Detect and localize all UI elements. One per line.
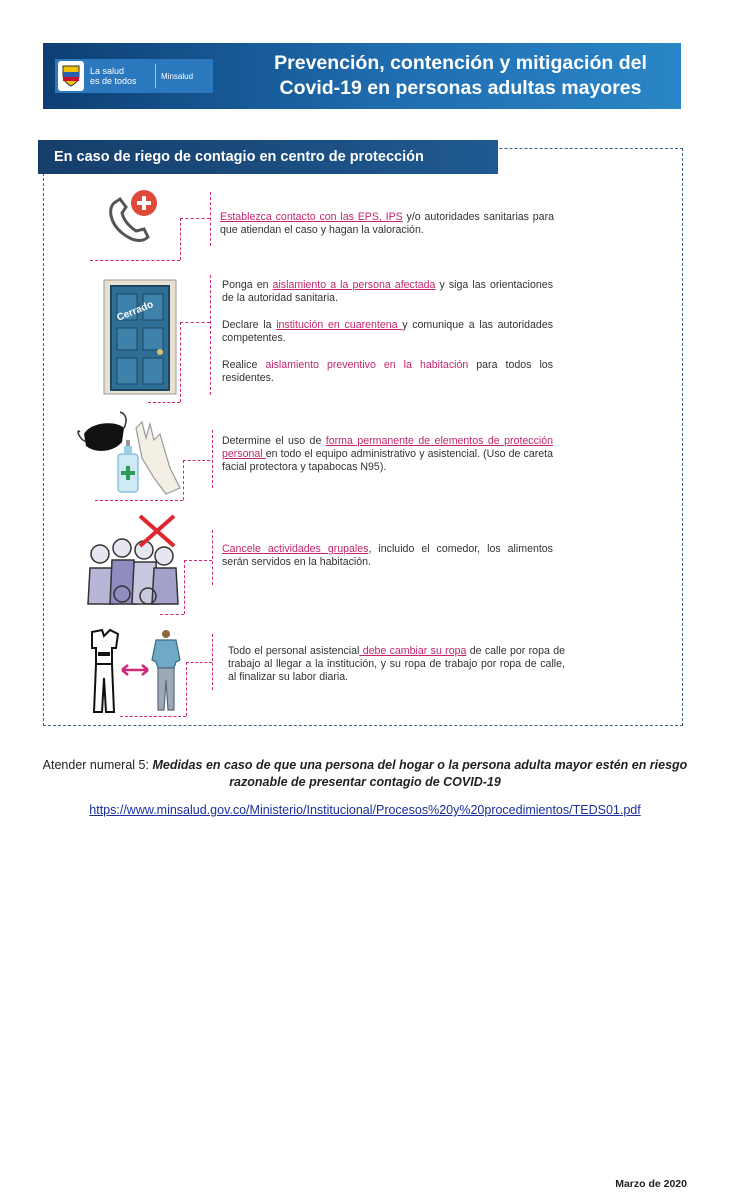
- logo-ministry: Minsalud: [161, 71, 194, 81]
- mask-gloves-sanitizer-icon: [76, 408, 184, 498]
- isolation-p2: Declare la institución en cuarentena y comunique a las autoridades competentes.: [222, 319, 554, 344]
- connector-line: [212, 530, 213, 585]
- quarantine-highlight: institución en cuarentena: [276, 319, 403, 331]
- isolation-text: [222, 279, 553, 385]
- reference-title: Medidas en caso de que una persona del hogar o la persona adulta mayor estén en riesgo razonable de presentar contagio de COVID-19: [152, 758, 688, 789]
- ppe-text: Determine el uso de forma permanente de elementos de protección personal en todo el equipo administrativo y asistencial. (Uso de careta facial protectora y tapabocas N95).: [222, 435, 554, 473]
- connector-line: [120, 716, 186, 717]
- ppe-highlight: forma permanente de elementos de protección personal: [222, 435, 554, 460]
- connector-line: [90, 260, 180, 261]
- logo-line2: es de todos: [90, 76, 137, 86]
- connector-line: [184, 560, 212, 561]
- reference-link[interactable]: https://www.minsalud.gov.co/Ministerio/Institucional/Procesos%20y%20procedimientos/TEDS01.pdf: [89, 803, 641, 817]
- reference-note: [40, 757, 690, 791]
- connector-line: [212, 634, 213, 690]
- title-line1: Prevención, contención y mitigación del: [274, 52, 647, 74]
- connector-line: [184, 560, 185, 614]
- section-title: En caso de riego de contagio en centro de protección: [38, 140, 498, 174]
- door-label: Cerrado: [115, 299, 156, 324]
- contact-text: [220, 211, 554, 237]
- connector-line: [148, 402, 180, 403]
- minsalud-logo: [55, 59, 213, 93]
- isolation-highlight: aislamiento a la persona afectada: [272, 279, 436, 291]
- preventive-highlight: aislamiento preventivo en la habitación: [265, 359, 469, 371]
- groups-text: Cancele actividades grupales, incluido el comedor, los alimentos serán servidos en la habitación.: [222, 543, 553, 568]
- page-title: [248, 51, 673, 101]
- crowd-cancel-icon: [82, 514, 182, 610]
- phone-icon: [100, 185, 165, 247]
- groups-highlight: Cancele actividades grupales: [222, 543, 369, 555]
- contact-highlight: Establezca contacto con las EPS, IPS: [220, 211, 403, 223]
- header-banner: [43, 43, 681, 109]
- connector-line: [186, 662, 187, 716]
- connector-line: [180, 322, 181, 402]
- connector-line: [95, 500, 183, 501]
- clothes-text: Todo el personal asistencial debe cambiar su ropa de calle por ropa de trabajo al llegar a la institución, y su ropa de trabajo por ropa de calle, al finalizar su labor diaria.: [228, 645, 565, 683]
- connector-line: [180, 218, 210, 219]
- clothes-highlight: debe cambiar su ropa: [359, 645, 467, 657]
- connector-line: [180, 322, 210, 323]
- connector-line: [210, 192, 211, 246]
- connector-line: [186, 662, 212, 663]
- connector-line: [183, 460, 184, 500]
- change-clothes-icon: [86, 628, 186, 714]
- connector-line: [212, 430, 213, 488]
- connector-line: [180, 218, 181, 260]
- logo-separator: [155, 64, 156, 88]
- connector-line: [210, 275, 211, 395]
- connector-line: [183, 460, 210, 461]
- logo-line1: La salud: [90, 66, 125, 76]
- footer-date: Marzo de 2020: [615, 1178, 687, 1190]
- contact-rest: y/o autoridades sanitarias para que atiendan el caso y hagan la valoración.: [220, 211, 554, 236]
- door-icon: [102, 278, 178, 396]
- coat-of-arms-icon: [58, 61, 84, 91]
- connector-line: [160, 614, 184, 615]
- isolation-p1: Ponga en aislamiento a la persona afectada y siga las orientaciones de la autoridad sanitaria.: [222, 279, 553, 304]
- isolation-p3: Realice aislamiento preventivo en la habitación para todos los residentes.: [222, 359, 553, 384]
- reference-prefix: Atender numeral 5:: [42, 758, 153, 772]
- title-line2: Covid-19 en personas adultas mayores: [279, 77, 642, 99]
